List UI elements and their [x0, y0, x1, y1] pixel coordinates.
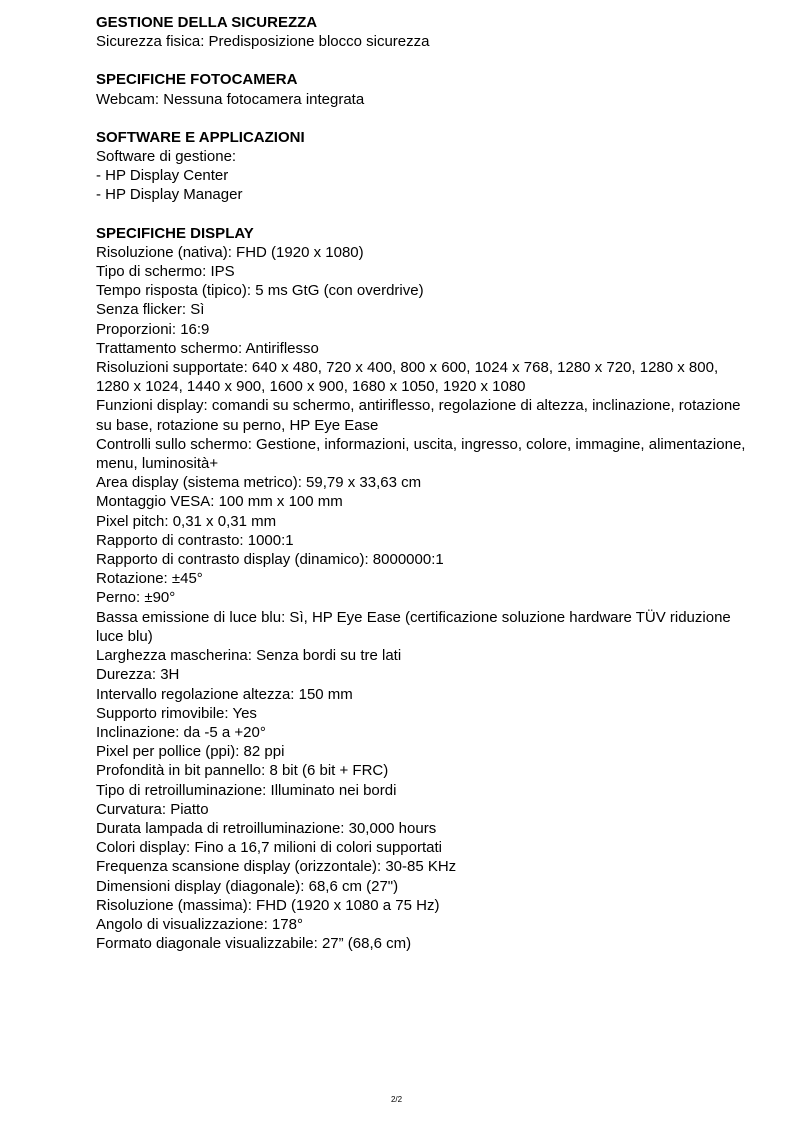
spec-line: Curvatura: Piatto — [96, 800, 209, 818]
spec-line: Angolo di visualizzazione: 178° — [96, 915, 303, 933]
section-title: GESTIONE DELLA SICUREZZA — [96, 14, 318, 31]
spec-line: Perno: ±90° — [96, 589, 176, 607]
spec-line: Tipo di schermo: IPS — [96, 263, 235, 281]
document-body — [96, 13, 746, 972]
spec-line: Bassa emissione di luce blu: Sì, HP Eye Ease (certificazione soluzione hardware TÜV riduzione luce blu) — [96, 608, 731, 645]
spec-line: Intervallo regolazione altezza: 150 mm — [96, 685, 353, 703]
spec-line: Montaggio VESA: 100 mm x 100 mm — [96, 493, 343, 511]
spec-line: Funzioni display: comandi su schermo, antiriflesso, regolazione di altezza, inclinazione, rotazione su base, rotazione su perno, HP Eye Ease — [96, 397, 741, 434]
spec-line: Trattamento schermo: Antiriflesso — [96, 339, 319, 357]
section-display-specs — [96, 224, 746, 954]
spec-line: Tempo risposta (tipico): 5 ms GtG (con overdrive) — [96, 282, 424, 300]
spec-line: Sicurezza fisica: Predisposizione blocco sicurezza — [96, 33, 430, 51]
spec-line: Risoluzione (massima): FHD (1920 x 1080 a 75 Hz) — [96, 896, 440, 914]
spec-line: Risoluzione (nativa): FHD (1920 x 1080) — [96, 243, 364, 261]
spec-line: Dimensioni display (diagonale): 68,6 cm (27") — [96, 877, 399, 895]
section-software — [96, 128, 746, 205]
spec-line: - HP Display Manager — [96, 186, 243, 204]
page-number: 2/2 — [390, 1095, 403, 1104]
spec-line: Durata lampada di retroilluminazione: 30,000 hours — [96, 819, 437, 837]
spec-line: Rotazione: ±45° — [96, 570, 203, 588]
section-camera-specs — [96, 70, 746, 108]
spec-line: Tipo di retroilluminazione: Illuminato nei bordi — [96, 781, 397, 799]
spec-line: Formato diagonale visualizzabile: 27” (68,6 cm) — [96, 935, 412, 953]
spec-line: Frequenza scansione display (orizzontale): 30-85 KHz — [96, 858, 457, 876]
spec-line: Webcam: Nessuna fotocamera integrata — [96, 90, 365, 108]
spec-line: Profondità in bit pannello: 8 bit (6 bit + FRC) — [96, 762, 389, 780]
spec-line: Controlli sullo schermo: Gestione, informazioni, uscita, ingresso, colore, immagine, alimentazione, menu, luminosità+ — [96, 435, 746, 473]
spec-line: Durezza: 3H — [96, 666, 180, 684]
spec-line: Inclinazione: da -5 a +20° — [96, 723, 266, 741]
spec-line: Larghezza mascherina: Senza bordi su tre lati — [96, 647, 402, 665]
spec-line: Proporzioni: 16:9 — [96, 320, 210, 338]
spec-line: Software di gestione: — [96, 148, 237, 166]
section-title: SPECIFICHE FOTOCAMERA — [96, 71, 298, 89]
section-title: SOFTWARE E APPLICAZIONI — [96, 128, 305, 146]
spec-line: Senza flicker: Sì — [96, 301, 205, 319]
spec-line: Pixel per pollice (ppi): 82 ppi — [96, 743, 285, 761]
spec-line: Rapporto di contrasto display (dinamico): 8000000:1 — [96, 551, 444, 569]
spec-line: Risoluzioni supportate: 640 x 480, 720 x 400, 800 x 600, 1024 x 768, 1280 x 720, 1280 x 800, 1280 x 1024, 1440 x 900, 1600 x 900, 1680 x 1050, 1920 x 1080 — [96, 359, 719, 396]
section-security-management — [96, 13, 746, 51]
spec-line: - HP Display Center — [96, 167, 229, 185]
spec-line: Pixel pitch: 0,31 x 0,31 mm — [96, 512, 277, 530]
spec-line: Supporto rimovibile: Yes — [96, 704, 257, 722]
spec-line: Rapporto di contrasto: 1000:1 — [96, 531, 294, 549]
section-title: SPECIFICHE DISPLAY — [96, 224, 254, 242]
spec-line: Colori display: Fino a 16,7 milioni di colori supportati — [96, 839, 442, 857]
spec-line: Area display (sistema metrico): 59,79 x 33,63 cm — [96, 474, 422, 492]
